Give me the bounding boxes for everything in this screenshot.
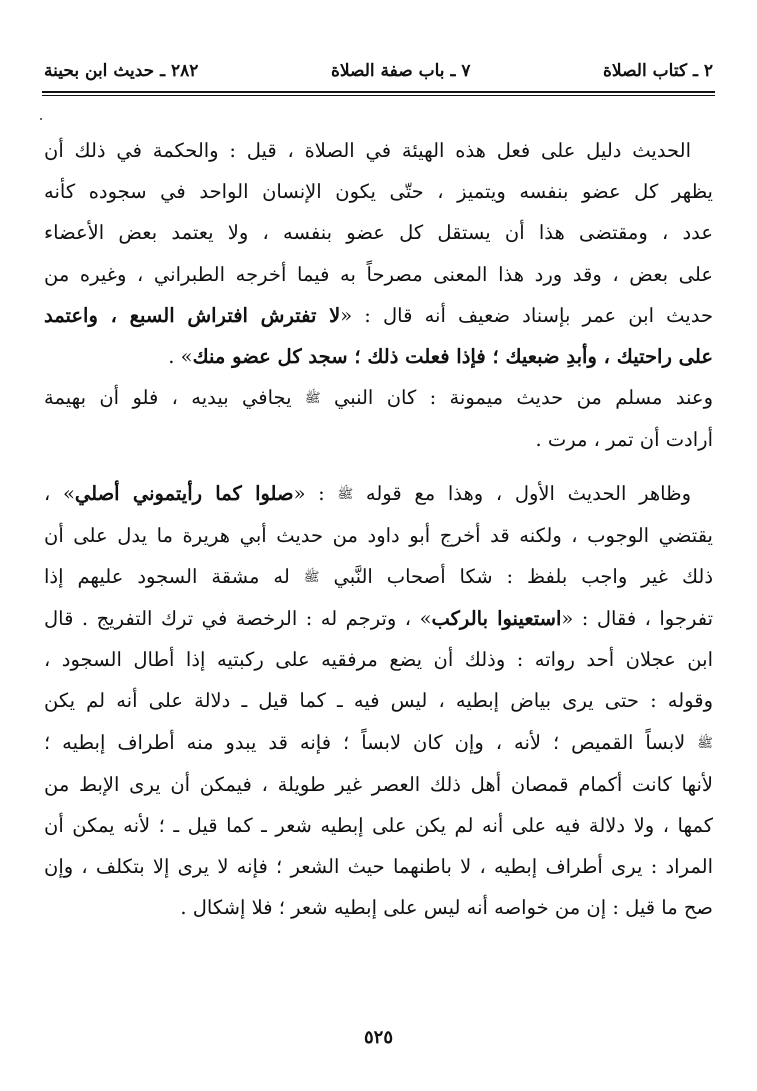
text-line: وقوله : حتى يرى بياض إبطيه ، ليس فيه ـ كما قيل ـ دلالة على أنه لم يكن [44, 689, 713, 713]
text-line: كمها ، ولا دلالة فيه على أنه لم يكن على إبطيه شعر ـ كما قيل ـ ؛ لأنه يمكن أن [44, 813, 713, 837]
text-line: وظاهر الحديث الأول ، وهذا مع قوله ﷺ : «صلوا كما رأيتموني أصلي» ، [44, 481, 691, 505]
salawat-symbol: ﷺ [304, 391, 321, 407]
header-divider-thin [42, 95, 715, 96]
paragraph-2 [44, 473, 713, 929]
paragraph-1 [44, 130, 713, 461]
text-line: لأنها كانت أكمام قمصان أهل ذلك العصر غير طويلة ، فيمكن أن يرى الإبط من [44, 772, 713, 796]
text-line: يظهر كل عضو بنفسه ويتميز ، حتّى يكون الإنسان الواحد في سجوده كأنه [44, 180, 713, 204]
text-line: ﷺ لابساً القميص ؛ لأنه ، وإن كان لابساً ؛ فإنه قد يبدو منه أطراف إبطيه ؛ [44, 730, 713, 754]
text-line: الحديث دليل على فعل هذه الهيئة في الصلاة ، قيل : والحكمة في ذلك أن [44, 139, 691, 162]
header-divider [42, 91, 715, 93]
text-line: حديث ابن عمر بإسناد ضعيف أنه قال : «لا تفترش افتراش السبع ، واعتمد [44, 303, 713, 327]
header-hadith-title: ٢٨٢ ـ حديث ابن بحينة [44, 61, 199, 81]
text-line: عدد ، ومقتضى هذا أن يستقل كل عضو بنفسه ، ولا يعتمد بعض الأعضاء [44, 221, 713, 245]
header-book-title: ٢ ـ كتاب الصلاة [603, 61, 713, 81]
text-line: ذلك غير واجب بلفظ : شكا أصحاب النَّبي ﷺ له مشقة السجود عليهم إذا [44, 564, 713, 588]
text-line: صح ما قيل : إن من خواصه أنه ليس على إبطيه شعر ؛ فلا إشكال . [180, 896, 713, 920]
text-line: على بعض ، وقد ورد هذا المعنى مصرحاً به فيما أخرجه الطبراني ، وغيره من [44, 262, 713, 286]
hadith-quote: استعينوا بالركب [431, 606, 562, 630]
hadith-quote: على راحتيك ، وأبدِ ضبعيك ؛ فإذا فعلت ذلك ؛ سجد كل عضو منك [192, 345, 713, 369]
hadith-quote: لا تفترش افتراش السبع ، واعتمد [44, 303, 341, 327]
salawat-symbol: ﷺ [697, 735, 713, 751]
text-line: يقتضي الوجوب ، ولكنه قد أخرج أبو داود من حديث أبي هريرة ما يدل على أن [44, 523, 713, 547]
body-text [44, 130, 713, 928]
text-line: ابن عجلان أحد رواته : وذلك أن يضع مرفقيه على ركبتيه إذا أطال السجود ، [44, 648, 713, 672]
text-line: تفرجوا ، فقال : «استعينوا بالركب» ، وترجم له : الرخصة في ترك التفريج . قال [44, 606, 713, 630]
text-line: المراد : يرى أطراف إبطيه ، لا باطنهما حيث الشعر ؛ فإنه لا يرى إلا بتكلف ، وإن [44, 855, 713, 879]
salawat-symbol: ﷺ [303, 569, 320, 585]
page-number: ٥٢٥ [363, 1027, 393, 1048]
hadith-quote: صلوا كما رأيتموني أصلي [74, 481, 294, 505]
text-line: أرادت أن تمر ، مرت . [535, 428, 713, 452]
header-chapter-title: ٧ ـ باب صفة الصلاة [330, 61, 471, 81]
text-line: على راحتيك ، وأبدِ ضبعيك ؛ فإذا فعلت ذلك ؛ سجد كل عضو منك» . [168, 345, 713, 369]
running-header [44, 58, 713, 84]
salawat-symbol: ﷺ [337, 486, 354, 502]
margin-mark [40, 118, 42, 120]
text-line: وعند مسلم من حديث ميمونة : كان النبي ﷺ يجافي بيديه ، فلو أن بهيمة [44, 386, 713, 410]
